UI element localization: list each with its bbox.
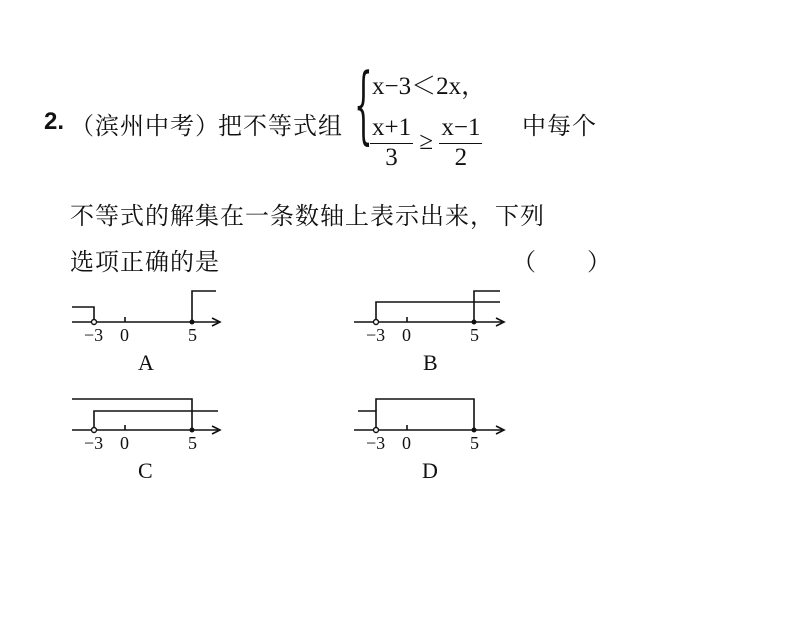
tick-0-c: 0	[120, 433, 129, 453]
tick-neg3-a: −3	[84, 325, 104, 345]
open-dot-b	[374, 320, 379, 325]
ray-from-neg3-b	[376, 302, 500, 322]
option-label-d[interactable]: D	[422, 458, 438, 483]
question-text-before: 把不等式组	[218, 112, 343, 140]
segment-d	[376, 399, 474, 430]
ray-left-a	[72, 307, 94, 322]
fraction-right-numerator: x−1	[439, 114, 482, 144]
fraction-left-numerator: x+1	[370, 114, 413, 144]
ray-from-5-b	[474, 291, 500, 322]
tick-0-d: 0	[402, 433, 411, 453]
solid-dot-b	[472, 320, 477, 325]
question-number: 2.	[44, 108, 65, 135]
solid-dot-d	[472, 428, 477, 433]
open-dot-a	[92, 320, 97, 325]
inequality-relation: ≥	[419, 127, 434, 155]
question-line-2: 不等式的解集在一条数轴上表示出来，下列	[70, 202, 545, 230]
tick-5-d: 5	[470, 433, 479, 453]
tick-neg3-d: −3	[366, 433, 386, 453]
fraction-left	[370, 114, 413, 173]
answer-bracket: （ ）	[512, 248, 612, 276]
fraction-left-denominator: 3	[385, 143, 398, 171]
inequality-1: x−3＜2x，	[372, 73, 487, 100]
solid-dot-a	[190, 320, 195, 325]
question-source: （滨州中考）	[70, 112, 220, 140]
tick-neg3-b: −3	[366, 325, 386, 345]
ray-left-to-5-c	[72, 399, 192, 430]
tick-5-c: 5	[188, 433, 197, 453]
tick-5-a: 5	[188, 325, 197, 345]
question-line-3: 选项正确的是	[70, 248, 220, 276]
question-text-after: 中每个	[522, 112, 597, 140]
inequality-2	[370, 114, 482, 173]
option-label-a[interactable]: A	[138, 350, 154, 375]
tick-neg3-c: −3	[84, 433, 104, 453]
ray-from-neg3-c	[94, 411, 218, 430]
fraction-right-denominator: 2	[454, 143, 468, 171]
option-label-b[interactable]: B	[423, 350, 438, 375]
option-label-c[interactable]: C	[138, 458, 153, 483]
tick-0-a: 0	[120, 325, 129, 345]
tick-0-b: 0	[402, 325, 411, 345]
fraction-right	[439, 114, 482, 173]
tick-5-b: 5	[470, 325, 479, 345]
ray-left-d	[358, 411, 376, 430]
system-brace: {	[354, 55, 373, 153]
solid-dot-c	[190, 428, 195, 433]
open-dot-d	[374, 428, 379, 433]
open-dot-c	[92, 428, 97, 433]
